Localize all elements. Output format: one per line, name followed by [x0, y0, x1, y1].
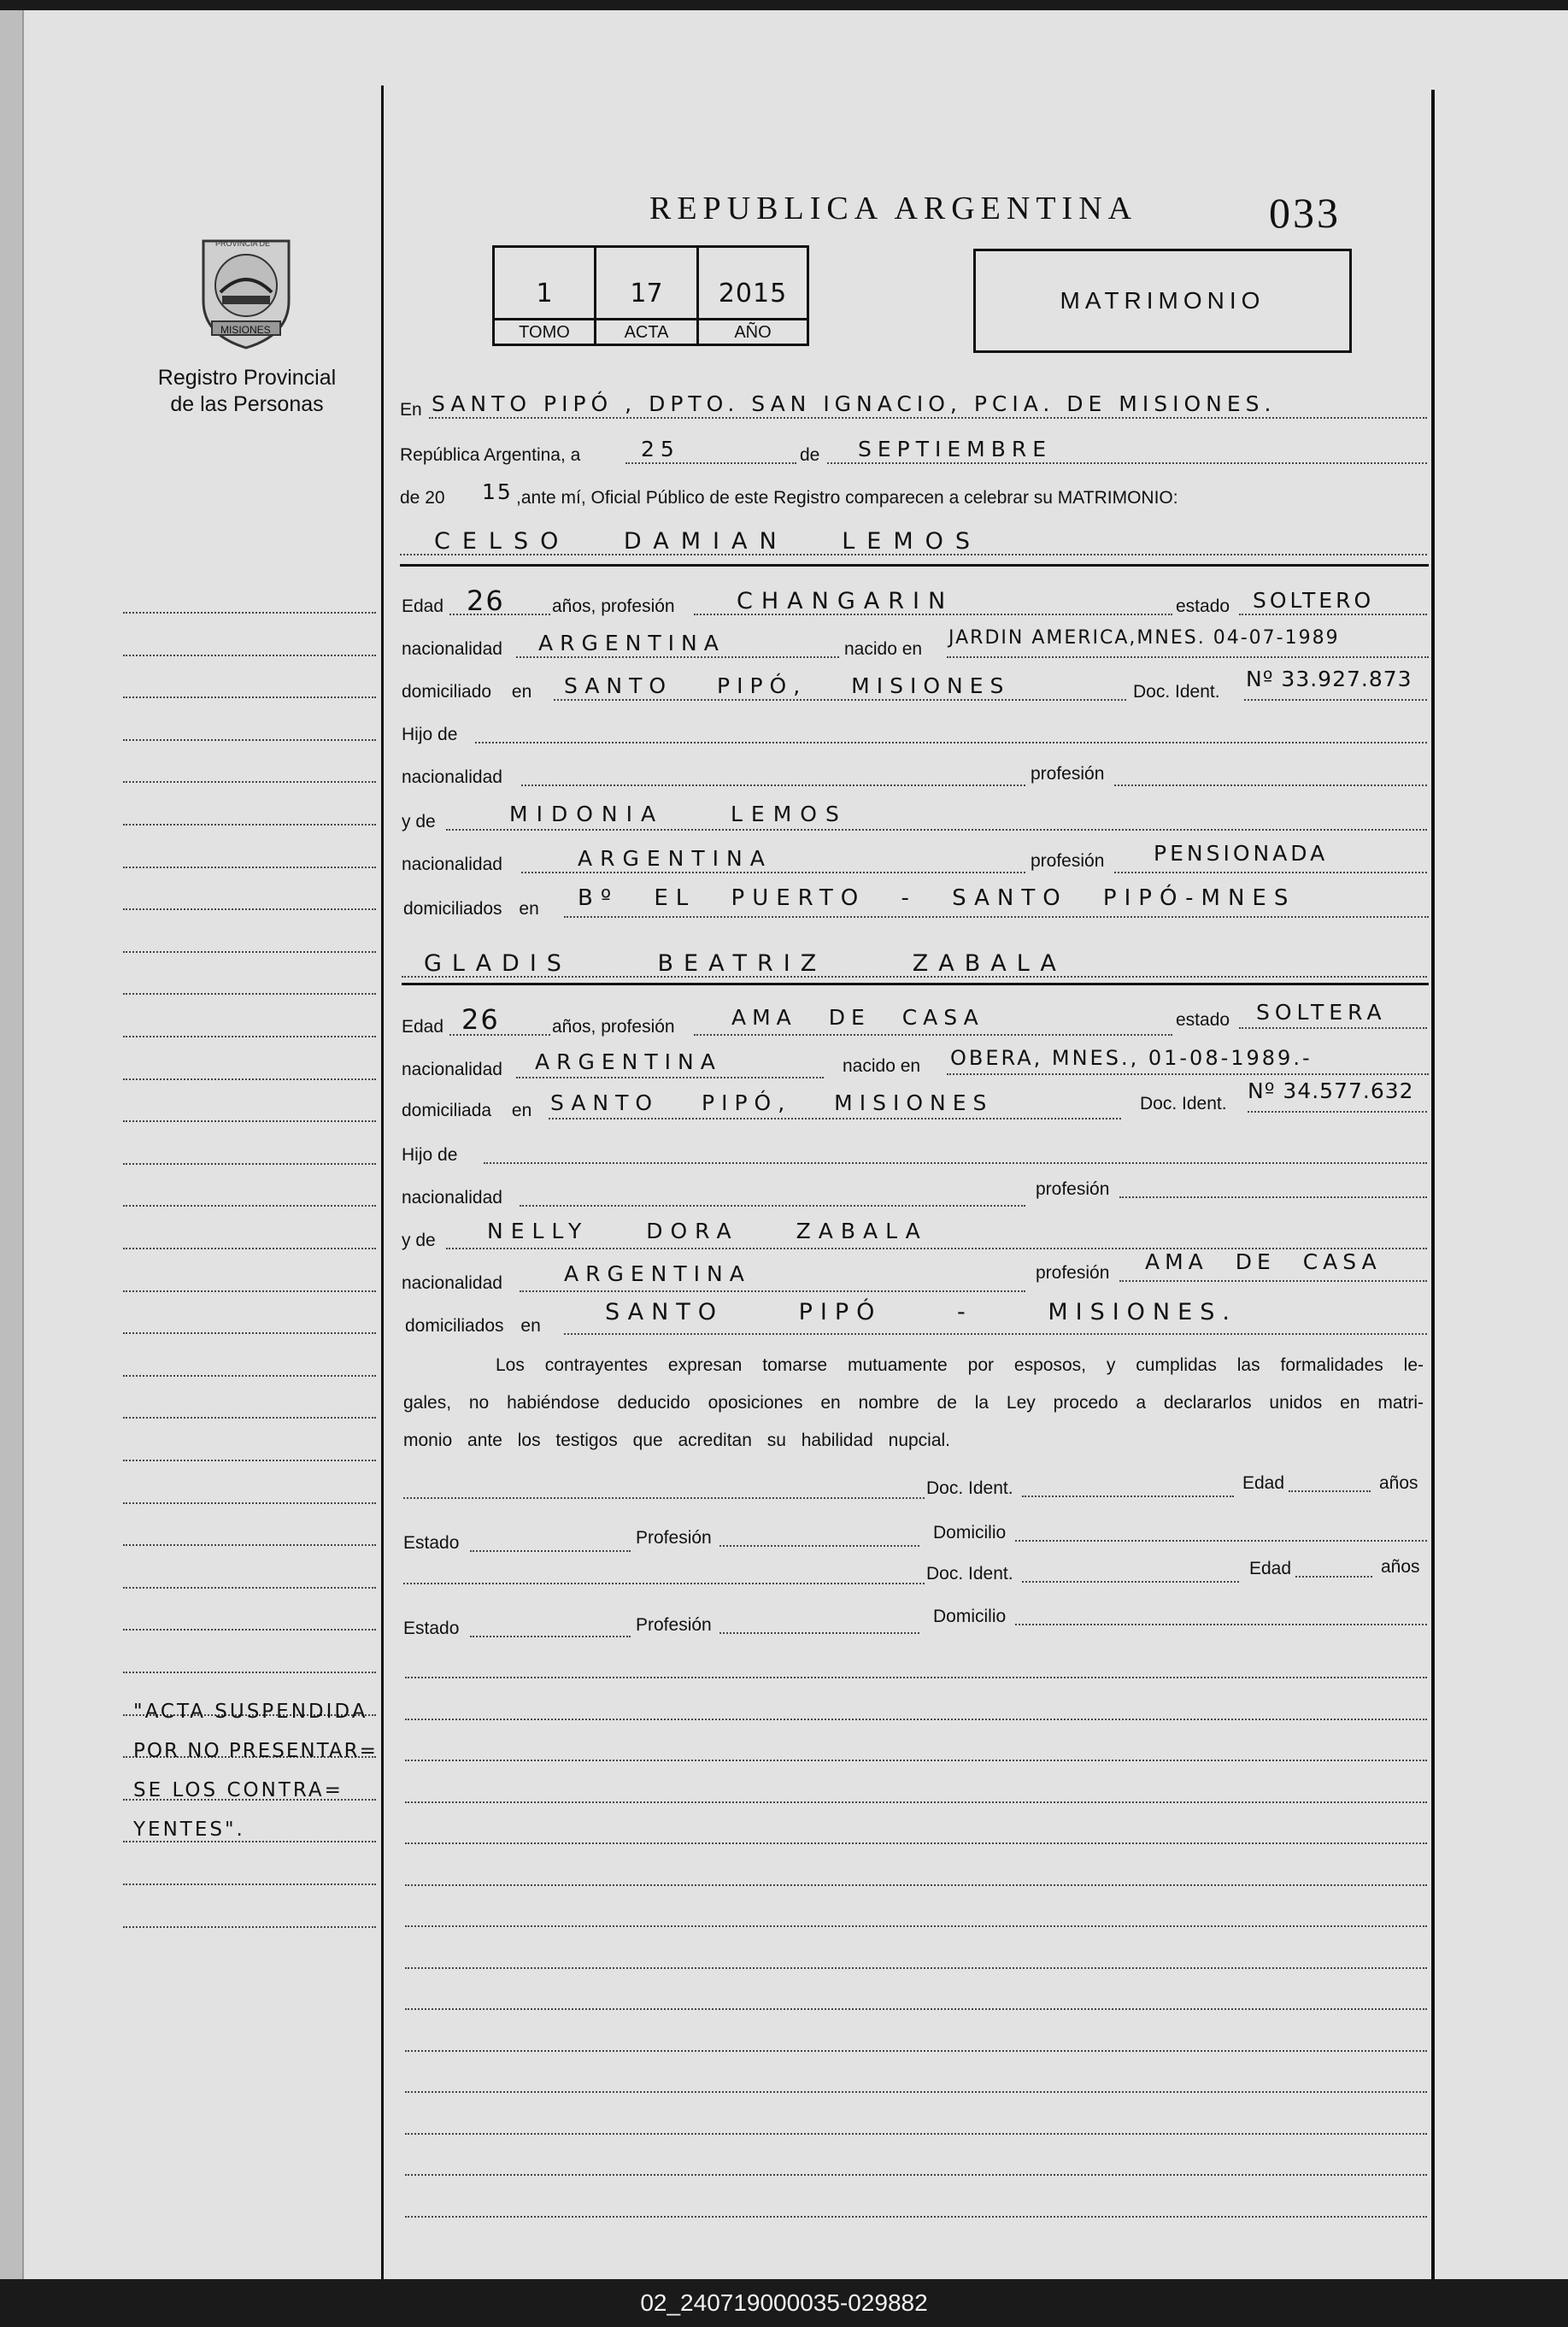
groom-mother-profesion-label: profesión — [1031, 851, 1105, 871]
groom-domiciliado-label: domiciliado en — [402, 682, 532, 702]
margin-line — [123, 1629, 376, 1631]
witness2-anios-label: años — [1381, 1557, 1420, 1577]
ceremony-place: SANTO PIPÓ , DPTO. SAN IGNACIO, PCIA. DE MISIONES. — [432, 391, 1277, 416]
blank-line — [405, 1760, 1427, 1761]
blank-line — [405, 2216, 1427, 2218]
margin-line — [123, 1163, 376, 1165]
groom-civil-status: SOLTERO — [1253, 588, 1375, 613]
margin-note-line1: "ACTA SUSPENDIDA — [133, 1701, 368, 1723]
groom-mother-profession: PENSIONADA — [1154, 841, 1329, 866]
witness1-estado-label: Estado — [403, 1533, 460, 1553]
anio-value: 2015 — [718, 279, 788, 309]
groom-doc-number: Nº 33.927.873 — [1246, 667, 1412, 691]
blank-line — [405, 1801, 1427, 1803]
blank-line — [405, 1967, 1427, 1969]
bride-mother-nationality: ARGENTINA — [564, 1261, 751, 1286]
groom-nacido-label: nacido en — [844, 639, 923, 659]
groom-nationality: ARGENTINA — [538, 631, 725, 655]
groom-parents-domiciliados-label: domiciliados en — [403, 899, 539, 919]
groom-address: SANTO PIPÓ, MISIONES — [564, 673, 1011, 698]
de-label: de — [800, 445, 820, 465]
bride-hijo-label: Hijo de — [402, 1145, 458, 1165]
seal-top-text: PROVINCIA DE — [215, 239, 271, 248]
tomo-value: 1 — [536, 279, 553, 309]
blank-line — [405, 1719, 1427, 1720]
margin-line — [123, 908, 376, 910]
margin-line — [123, 951, 376, 953]
groom-mother-nacionalidad-label: nacionalidad — [402, 855, 502, 874]
blank-line — [405, 1677, 1427, 1678]
margin-line — [123, 1205, 376, 1207]
margin-line — [123, 867, 376, 868]
witness2-edad-label: Edad — [1249, 1559, 1292, 1578]
margin-line — [123, 1502, 376, 1504]
bride-domiciliada-label: domiciliada en — [402, 1101, 532, 1120]
groom-estado-label: estado — [1176, 596, 1230, 616]
witness2-estado-label: Estado — [403, 1619, 460, 1638]
groom-age: 26 — [467, 585, 505, 617]
formal-text-line1: Los contrayentes expresan tomarse mutuamente por esposos, y cumplidas las formalidades le- — [496, 1355, 1424, 1375]
blank-line — [405, 1884, 1427, 1886]
bride-parents-address: SANTO PIPÓ - MISIONES. — [605, 1299, 1237, 1325]
witness2-domicilio-label: Domicilio — [933, 1607, 1007, 1626]
margin-line — [123, 1544, 376, 1546]
bride-nationality: ARGENTINA — [535, 1049, 722, 1074]
groom-profession: CHANGARIN — [737, 588, 954, 614]
groom-father-profesion-label: profesión — [1031, 764, 1105, 784]
registry-name-line1: Registro Provincial — [157, 366, 337, 390]
year-prefix-label: de 20 — [400, 488, 445, 508]
margin-line — [123, 993, 376, 995]
bride-full-name: GLADIS BEATRIZ ZABALA — [424, 950, 1066, 977]
margin-line — [123, 612, 376, 614]
blank-line — [405, 2174, 1427, 2176]
republica-label: República Argentina, a — [400, 445, 581, 465]
ceremony-day: 25 — [641, 437, 680, 461]
groom-parents-address: Bº EL PUERTO - SANTO PIPÓ-MNES — [578, 885, 1296, 911]
groom-nacionalidad-label: nacionalidad — [402, 639, 502, 659]
ceremony-month: SEPTIEMBRE — [858, 437, 1053, 461]
bride-yde-label: y de — [402, 1231, 436, 1250]
groom-full-name: CELSO DAMIAN LEMOS — [434, 528, 983, 555]
witness1-doc-label: Doc. Ident. — [926, 1478, 1013, 1498]
page-number: 033 — [1269, 189, 1341, 237]
witness1-edad-label: Edad — [1242, 1473, 1285, 1493]
bride-nacionalidad-label: nacionalidad — [402, 1060, 502, 1079]
bride-nacido-label: nacido en — [843, 1056, 921, 1076]
groom-edad-label: Edad — [402, 596, 444, 616]
right-margin-border — [1431, 90, 1435, 2279]
margin-line — [123, 696, 376, 698]
bride-parents-domiciliados-label: domiciliados en — [405, 1316, 541, 1336]
blank-line — [405, 1842, 1427, 1844]
blank-line — [405, 1925, 1427, 1927]
bride-mother-profesion-label: profesión — [1036, 1263, 1110, 1283]
blank-line — [405, 2050, 1427, 2052]
blank-line — [405, 2008, 1427, 2010]
acta-value: 17 — [630, 279, 663, 309]
bride-mother-nacionalidad-label: nacionalidad — [402, 1273, 502, 1293]
bride-anios-profesion-label: años, profesión — [552, 1017, 675, 1037]
margin-line — [123, 1036, 376, 1037]
groom-hijo-label: Hijo de — [402, 725, 458, 744]
acta-label: ACTA — [624, 323, 669, 342]
margin-line — [123, 1672, 376, 1673]
groom-yde-label: y de — [402, 812, 436, 831]
ceremony-statement: ,ante mí, Oficial Público de este Registro comparecen a celebrar su MATRIMONIO: — [516, 488, 1178, 508]
bride-birth: OBERA, MNES., 01-08-1989.- — [950, 1046, 1313, 1070]
bride-address: SANTO PIPÓ, MISIONES — [550, 1090, 994, 1115]
groom-father-nacionalidad-label: nacionalidad — [402, 767, 502, 787]
bride-age: 26 — [461, 1003, 500, 1036]
margin-line — [123, 1460, 376, 1461]
margin-note-line3: SE LOS CONTRA= — [133, 1779, 344, 1801]
record-type-label: MATRIMONIO — [1060, 287, 1266, 314]
left-margin-border — [381, 85, 384, 2279]
anio-label: AÑO — [734, 323, 772, 342]
margin-line — [123, 1587, 376, 1589]
bride-profession: AMA DE CASA — [731, 1005, 984, 1030]
groom-anios-profesion-label: años, profesión — [552, 596, 675, 616]
margin-line — [123, 1248, 376, 1249]
margin-note-line4: YENTES". — [133, 1819, 245, 1841]
bride-civil-status: SOLTERA — [1256, 1000, 1387, 1025]
margin-line — [123, 1332, 376, 1334]
margin-line — [123, 781, 376, 783]
witness2-profesion-label: Profesión — [636, 1615, 712, 1635]
groom-mother-nationality: ARGENTINA — [578, 846, 772, 871]
formal-text-line3: monio ante los testigos que acreditan su habilidad nupcial. — [403, 1431, 951, 1450]
bride-father-nacionalidad-label: nacionalidad — [402, 1188, 502, 1208]
margin-line — [123, 1417, 376, 1419]
groom-doc-label: Doc. Ident. — [1133, 682, 1220, 702]
bride-doc-number: Nº 34.577.632 — [1248, 1078, 1414, 1103]
record-number-box — [492, 245, 809, 346]
witness1-domicilio-label: Domicilio — [933, 1523, 1007, 1543]
margin-line — [123, 1926, 376, 1928]
witness1-profesion-label: Profesión — [636, 1528, 712, 1548]
margin-line — [123, 1883, 376, 1885]
binding-strip — [0, 10, 24, 2279]
blank-line — [405, 2091, 1427, 2093]
groom-mother-name: MIDONIA LEMOS — [509, 802, 848, 826]
margin-line — [123, 1375, 376, 1377]
bride-edad-label: Edad — [402, 1017, 444, 1037]
witness2-doc-label: Doc. Ident. — [926, 1564, 1013, 1584]
bride-mother-name: NELLY DORA ZABALA — [487, 1219, 928, 1243]
registry-name-line2: de las Personas — [170, 392, 324, 416]
groom-birth: JARDIN AMERICA,MNES. 04-07-1989 — [948, 627, 1340, 649]
document-id-footer: 02_240719000035-029882 — [0, 2279, 1568, 2327]
margin-line — [123, 739, 376, 741]
bride-father-profesion-label: profesión — [1036, 1179, 1110, 1199]
country-title: REPUBLICA ARGENTINA — [649, 191, 1138, 226]
bride-mother-profession: AMA DE CASA — [1145, 1249, 1382, 1274]
margin-line — [123, 824, 376, 826]
witness1-anios-label: años — [1379, 1473, 1418, 1493]
margin-line — [123, 655, 376, 656]
margin-line — [123, 1841, 376, 1842]
ceremony-year-suffix: 15 — [482, 479, 513, 504]
seal-bottom-text: MISIONES — [220, 324, 271, 336]
bride-doc-label: Doc. Ident. — [1140, 1094, 1227, 1114]
blank-line — [405, 2133, 1427, 2135]
margin-line — [123, 1078, 376, 1080]
formal-text-line2: gales, no habiéndose deducido oposiciones en nombre de la Ley procedo a declararlos unidos en matri- — [403, 1393, 1424, 1413]
record-type-box — [973, 249, 1352, 353]
margin-note-line2: POR NO PRESENTAR= — [133, 1740, 378, 1762]
margin-line — [123, 1290, 376, 1292]
en-label: En — [400, 400, 422, 420]
margin-line — [123, 1120, 376, 1122]
tomo-label: TOMO — [519, 323, 570, 342]
bride-estado-label: estado — [1176, 1010, 1230, 1030]
